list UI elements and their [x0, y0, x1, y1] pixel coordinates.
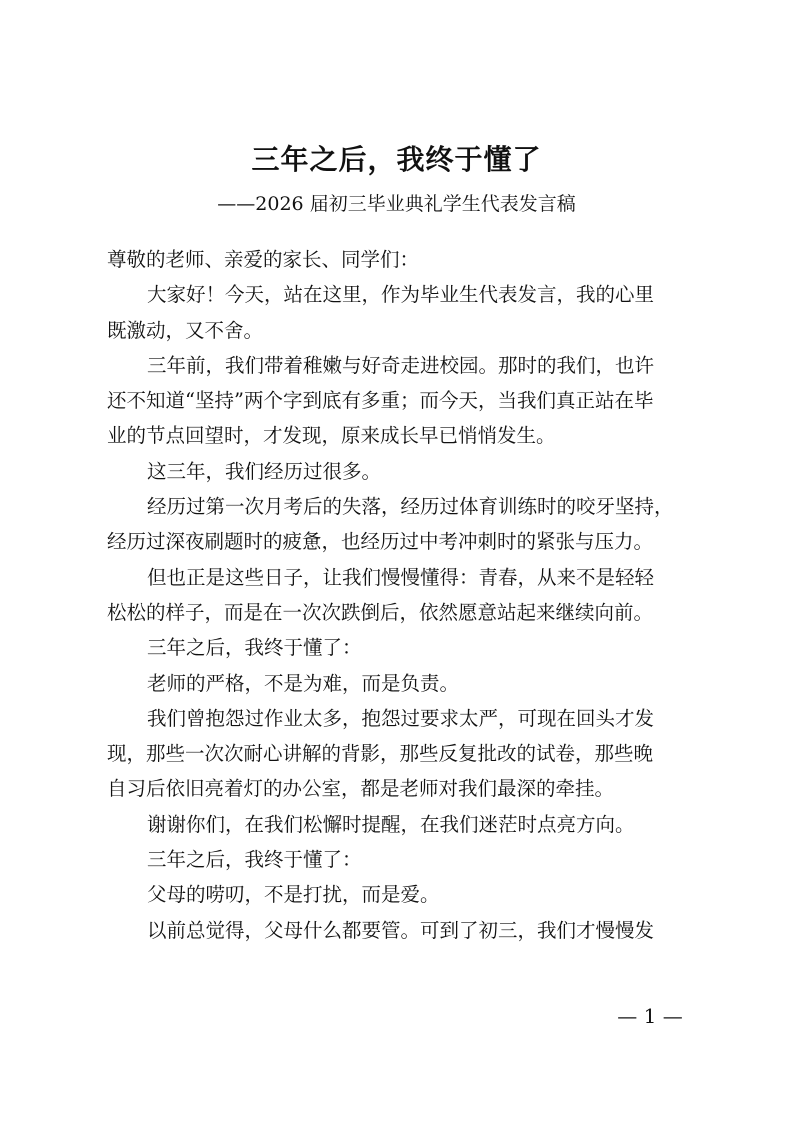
- document-body: [107, 242, 697, 948]
- text-line: 既激动，又不舍。: [107, 318, 264, 342]
- text-line: 这三年，我们经历过很多。: [147, 459, 382, 483]
- text-line: 还不知道“坚持”两个字到底有多重；而今天，当我们真正站在毕: [107, 389, 654, 413]
- text-line: 以前总觉得，父母什么都要管。可到了初三，我们才慢慢发: [147, 918, 655, 942]
- text-line: 父母的唠叨，不是打扰，而是爱。: [147, 883, 440, 907]
- document-title: 三年之后，我终于懂了: [251, 143, 542, 176]
- text-line: 自习后依旧亮着灯的办公室，都是老师对我们最深的牵挂。: [107, 777, 615, 801]
- text-line: 大家好！今天，站在这里，作为毕业生代表发言，我的心里: [147, 283, 655, 307]
- text-line: 我们曾抱怨过作业太多，抱怨过要求太严，可现在回头才发: [147, 706, 655, 730]
- text-line: 业的节点回望时，才发现，原来成长早已悄悄发生。: [107, 424, 556, 448]
- text-line: 老师的严格，不是为难，而是负责。: [147, 671, 460, 695]
- text-line: 经历过第一次月考后的失落，经历过体育训练时的咬牙坚持，: [147, 495, 674, 519]
- text-line: 经历过深夜刷题时的疲惫，也经历过中考冲刺时的紧张与压力。: [107, 530, 654, 554]
- text-line: 三年之后，我终于懂了：: [147, 636, 362, 660]
- text-line: 现，那些一次次耐心讲解的背影，那些反复批改的试卷，那些晚: [107, 742, 654, 766]
- page-number: — 1 —: [617, 1004, 683, 1028]
- text-line: 尊敬的老师、亲爱的家长、同学们：: [107, 248, 420, 271]
- text-line: 三年前，我们带着稚嫩与好奇走进校园。那时的我们，也许: [147, 353, 655, 377]
- document-subtitle: ——2026 届初三毕业典礼学生代表发言稿: [217, 193, 576, 215]
- text-line: 谢谢你们，在我们松懈时提醒，在我们迷茫时点亮方向。: [147, 812, 635, 836]
- text-line: 三年之后，我终于懂了：: [147, 848, 362, 872]
- text-line: 但也正是这些日子，让我们慢慢懂得：青春，从来不是轻轻: [147, 565, 655, 589]
- text-line: 松松的样子，而是在一次次跌倒后，依然愿意站起来继续向前。: [107, 600, 654, 624]
